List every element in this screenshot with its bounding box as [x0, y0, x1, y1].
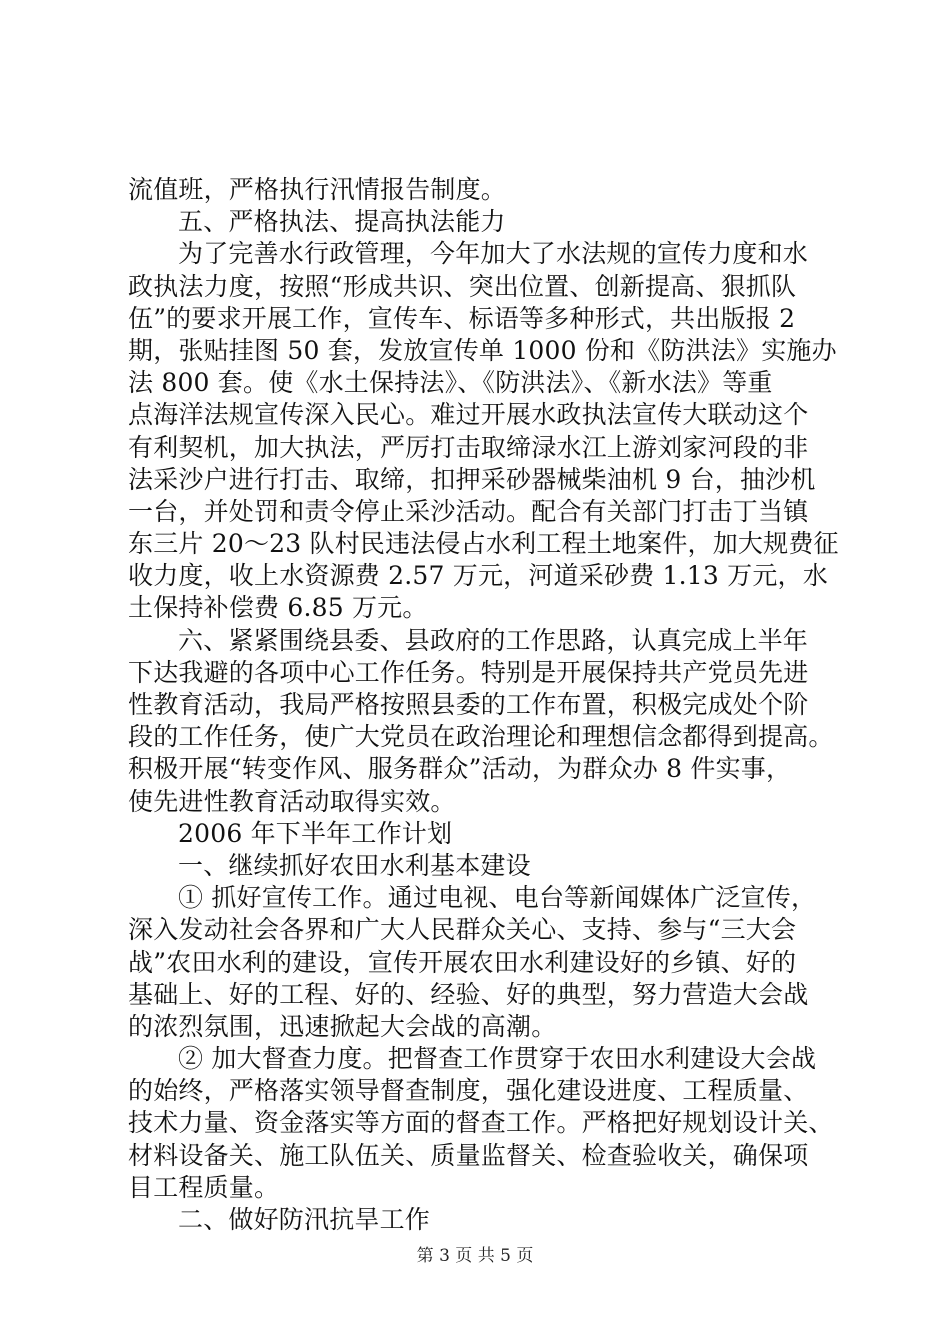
text-line: 一台，并处罚和责令停止采沙活动。配合有关部门打击丁当镇	[128, 496, 809, 526]
document-body	[128, 174, 839, 1236]
text-line: 材料设备关、施工队伍关、质量监督关、检查验收关，确保项	[128, 1140, 809, 1170]
text-line: 五、严格执法、提高执法能力	[178, 207, 506, 237]
text-line: 伍”的要求开展工作，宣传车、标语等多种形式，共出版报 2	[128, 303, 796, 333]
text-line: 点海洋法规宣传深入民心。难过开展水政执法宣传大联动这个	[128, 400, 809, 430]
text-line: 技术力量、资金落实等方面的督查工作。严格把好规划设计关、	[128, 1108, 834, 1138]
text-line: 六、紧紧围绕县委、县政府的工作思路，认真完成上半年	[178, 625, 809, 655]
text-line: 有利契机，加大执法，严厉打击取缔渌水江上游刘家河段的非	[128, 432, 809, 462]
text-line: 土保持补偿费 6.85 万元。	[128, 593, 428, 623]
text-line: 下达我避的各项中心工作任务。特别是开展保持共产党员先进	[128, 657, 809, 687]
text-line: 深入发动社会各界和广大人民群众关心、支持、参与“三大会	[128, 915, 797, 945]
page-footer: 第 3 页 共 5 页	[416, 1246, 534, 1266]
text-line: 流值班，严格执行汛情报告制度。	[128, 175, 507, 204]
text-line: 收力度，收上水资源费 2.57 万元，河道采砂费 1.13 万元，水	[128, 561, 828, 591]
text-line: 战”农田水利的建设，宣传开展农田水利建设好的乡镇、好的	[128, 947, 797, 977]
text-line: 的始终，严格落实领导督查制度，强化建设进度、工程质量、	[128, 1076, 809, 1106]
text-line: 的浓烈氛围，迅速掀起大会战的高潮。	[128, 1011, 557, 1041]
text-line: 基础上、好的工程、好的、经验、好的典型，努力营造大会战	[128, 979, 809, 1009]
text-line: ② 加大督查力度。把督查工作贯穿于农田水利建设大会战	[178, 1044, 817, 1074]
text-line: 二、做好防汛抗旱工作	[178, 1205, 431, 1234]
text-line: 目工程质量。	[128, 1172, 280, 1202]
text-line: 法采沙户进行打击、取缔，扣押采砂器械柴油机 9 台，抽沙机	[128, 464, 816, 494]
text-line: 法 800 套。使《水土保持法》、《防洪法》、《新水法》等重	[128, 368, 773, 398]
text-line: 一、继续抓好农田水利基本建设	[178, 850, 531, 880]
text-line: 期，张贴挂图 50 套，发放宣传单 1000 份和《防洪法》实施办	[128, 335, 837, 365]
text-line: 段的工作任务，使广大党员在政治理论和理想信念都得到提高。	[128, 722, 834, 752]
text-line: ① 抓好宣传工作。通过电视、电台等新闻媒体广泛宣传，	[178, 883, 817, 913]
text-line: 政执法力度，按照“形成共识、突出位置、创新提高、狠抓队	[128, 271, 797, 301]
text-line: 为了完善水行政管理，今年加大了水法规的宣传力度和水	[178, 239, 809, 269]
text-line: 积极开展“转变作风、服务群众”活动，为群众办 8 件实事，	[128, 754, 792, 784]
text-line: 性教育活动，我局严格按照县委的工作布置，积极完成处个阶	[128, 690, 809, 719]
text-line: 东三片 20～23 队村民违法侵占水利工程土地案件，加大规费征	[128, 529, 839, 559]
text-line: 使先进性教育活动取得实效。	[128, 786, 456, 816]
text-line: 2006 年下半年工作计划	[178, 818, 453, 848]
